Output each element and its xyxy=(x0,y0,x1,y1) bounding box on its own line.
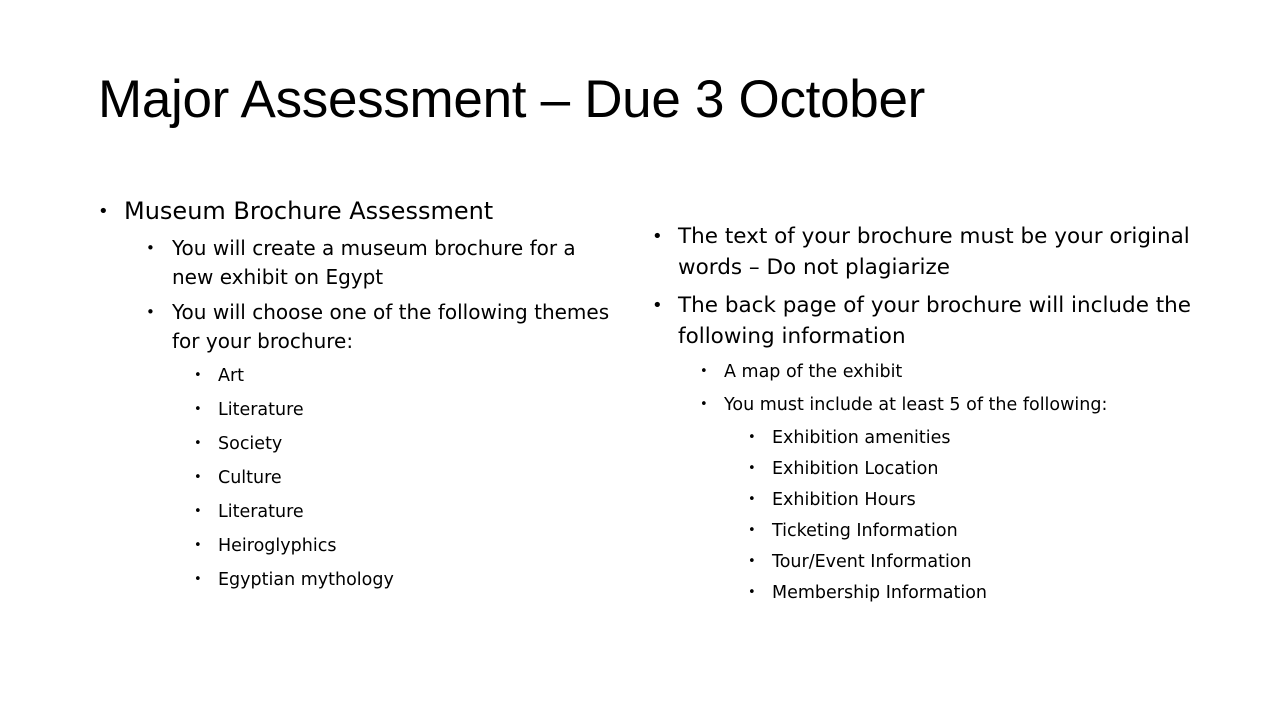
info-text: Exhibition Location xyxy=(772,459,939,479)
bullet-icon: • xyxy=(146,239,155,257)
bullet-icon: • xyxy=(194,572,202,587)
bullet-icon: • xyxy=(194,368,202,383)
bullet-item-choose-theme xyxy=(146,298,618,356)
left-column xyxy=(98,196,618,592)
theme-text: Literature xyxy=(218,400,304,420)
theme-text: Egyptian mythology xyxy=(218,570,394,590)
info-text: Ticketing Information xyxy=(772,521,958,541)
info-item xyxy=(748,519,1212,543)
bullet-icon: • xyxy=(652,295,663,316)
bullet-icon: • xyxy=(194,402,202,417)
theme-item xyxy=(194,568,618,592)
bullet-icon: • xyxy=(700,364,708,379)
bullet-text: You must include at least 5 of the following: xyxy=(724,395,1108,415)
bullet-text: You will choose one of the following themes for your brochure: xyxy=(172,300,610,353)
bullet-icon: • xyxy=(194,538,202,553)
bullet-text: The text of your brochure must be your original words – Do not plagiarize xyxy=(678,224,1190,280)
sub-bullet-map xyxy=(700,360,1212,384)
bullet-text: A map of the exhibit xyxy=(724,362,903,382)
theme-text: Literature xyxy=(218,502,304,522)
bullet-icon: • xyxy=(748,523,756,538)
sub-bullet-include-five xyxy=(700,393,1212,417)
bullet-icon: • xyxy=(748,430,756,445)
bullet-text: The back page of your brochure will include the following information xyxy=(678,293,1192,349)
theme-text: Heiroglyphics xyxy=(218,536,337,556)
bullet-icon: • xyxy=(748,554,756,569)
info-item xyxy=(748,550,1212,574)
slide-title: Major Assessment – Due 3 October xyxy=(98,70,925,129)
bullet-icon: • xyxy=(652,226,663,247)
bullet-icon: • xyxy=(748,492,756,507)
theme-item xyxy=(194,534,618,558)
info-item xyxy=(748,426,1212,450)
bullet-icon: • xyxy=(194,436,202,451)
bullet-icon: • xyxy=(748,461,756,476)
bullet-text: You will create a museum brochure for a new exhibit on Egypt xyxy=(172,236,576,289)
theme-text: Culture xyxy=(218,468,282,488)
bullet-item-museum-brochure xyxy=(98,196,618,227)
theme-item xyxy=(194,398,618,422)
bullet-icon: • xyxy=(748,585,756,600)
bullet-icon: • xyxy=(146,303,155,321)
info-text: Exhibition Hours xyxy=(772,490,916,510)
bullet-text: Museum Brochure Assessment xyxy=(124,197,494,225)
theme-item xyxy=(194,500,618,524)
info-item xyxy=(748,488,1212,512)
info-item xyxy=(748,457,1212,481)
bullet-icon: • xyxy=(98,201,109,222)
theme-item xyxy=(194,432,618,456)
theme-item xyxy=(194,364,618,388)
bullet-item-create-brochure xyxy=(146,234,618,292)
info-text: Tour/Event Information xyxy=(772,552,972,572)
bullet-icon: • xyxy=(700,397,708,412)
bullet-item-original-words xyxy=(652,221,1212,283)
info-item xyxy=(748,581,1212,605)
theme-text: Art xyxy=(218,366,245,386)
bullet-icon: • xyxy=(194,470,202,485)
theme-text: Society xyxy=(218,434,283,454)
info-text: Membership Information xyxy=(772,583,988,603)
right-column xyxy=(652,221,1212,605)
info-text: Exhibition amenities xyxy=(772,428,951,448)
bullet-item-back-page xyxy=(652,290,1212,352)
bullet-icon: • xyxy=(194,504,202,519)
theme-item xyxy=(194,466,618,490)
